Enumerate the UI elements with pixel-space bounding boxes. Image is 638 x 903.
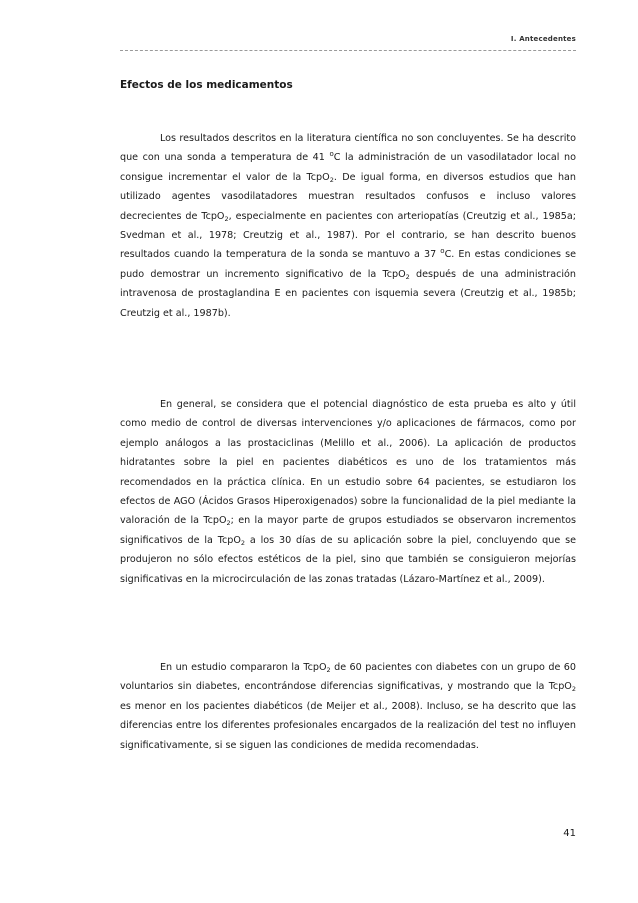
text-run: . De igual forma, en diversos estudios que han utilizado agentes vasodilatadores muestran resultados confusos e incluso valores decrecientes de TcpO bbox=[120, 171, 576, 222]
paragraph-1 bbox=[120, 129, 576, 323]
subscript: 2 bbox=[326, 666, 331, 674]
subscript: 2 bbox=[571, 685, 576, 694]
header-divider bbox=[120, 50, 576, 51]
text-run: es menor en los pacientes diabéticos (de Meijer et al., 2008). Incluso, se ha descrito que las diferencias entre los diferentes profesionales encargados de la realización del test no influyen significativamente, si se siguen las condiciones de medida recomendadas. bbox=[120, 700, 576, 751]
degree-symbol: o bbox=[440, 247, 445, 256]
text-run: a los 30 días de su aplicación sobre la piel, concluyendo que se produjeron no sólo efectos estéticos de la piel, sino que también se consiguieron mejorías significativas en la microcirculación de las zonas tratadas (Lázaro-Martínez et al., 2009). bbox=[120, 534, 577, 585]
subscript: 2 bbox=[405, 272, 410, 281]
paragraph-3 bbox=[120, 658, 576, 755]
text-run: de 60 pacientes con diabetes con un grupo de 60 voluntarios sin diabetes, encontrándose diferencias significativas, y mostrando que la TcpO bbox=[120, 662, 576, 693]
text-run: , especialmente en pacientes con arteriopatías (Creutzig et al., 1985a; Svedman et al., 1978; Creutzig et al., 1987). Por el contrario, se han descrito buenos resultados cuando la temperatura de la sonda se mantuvo a 37 bbox=[120, 210, 576, 261]
subscript: 2 bbox=[226, 519, 231, 528]
degree-symbol: o bbox=[329, 150, 334, 159]
text-run: C la administración de un vasodilatador local no consigue incrementar el valor de la TcpO bbox=[120, 152, 576, 183]
text-run: Los resultados descritos en la literatura científica no son concluyentes. Se ha descrito que con una sonda a temperatura de 41 bbox=[120, 133, 576, 164]
page-number: 41 bbox=[563, 828, 576, 839]
section-title: Efectos de los medicamentos bbox=[120, 79, 293, 91]
subscript: 2 bbox=[240, 538, 246, 547]
subscript: 2 bbox=[224, 214, 229, 223]
paragraph-2 bbox=[120, 395, 576, 589]
running-header: I. Antecedentes bbox=[510, 35, 576, 43]
text-run: ; en la mayor parte de grupos estudiados se observaron incrementos significativos de la TcpO bbox=[120, 515, 576, 546]
text-run: después de una administración intravenosa de prostaglandina E en pacientes con isquemia severa (Creutzig et al., 1985b; Creutzig et al., 1987b). bbox=[120, 268, 576, 319]
text-run: C. En estas condiciones se pudo demostrar un incremento significativo de la TcpO bbox=[120, 249, 576, 280]
text-run: En general, se considera que el potencial diagnóstico de esta prueba es alto y útil como medio de control de diversas intervenciones y/o aplicaciones de fármacos, como por ejemplo análogos a las prostaciclinas (Melillo et al., 2006). La aplicación de productos hidratantes sobre la piel en pacientes diabéticos es uno de los tratamientos más recomendados en la práctica clínica. En un estudio sobre 64 pacientes, se estudiaron los efectos de AGO (Ácidos Grasos Hiperoxigenados) sobre la funcionalidad de la piel mediante la valoración de la TcpO bbox=[120, 399, 576, 527]
text-run: En un estudio compararon la TcpO bbox=[160, 662, 327, 673]
subscript: 2 bbox=[329, 175, 334, 184]
